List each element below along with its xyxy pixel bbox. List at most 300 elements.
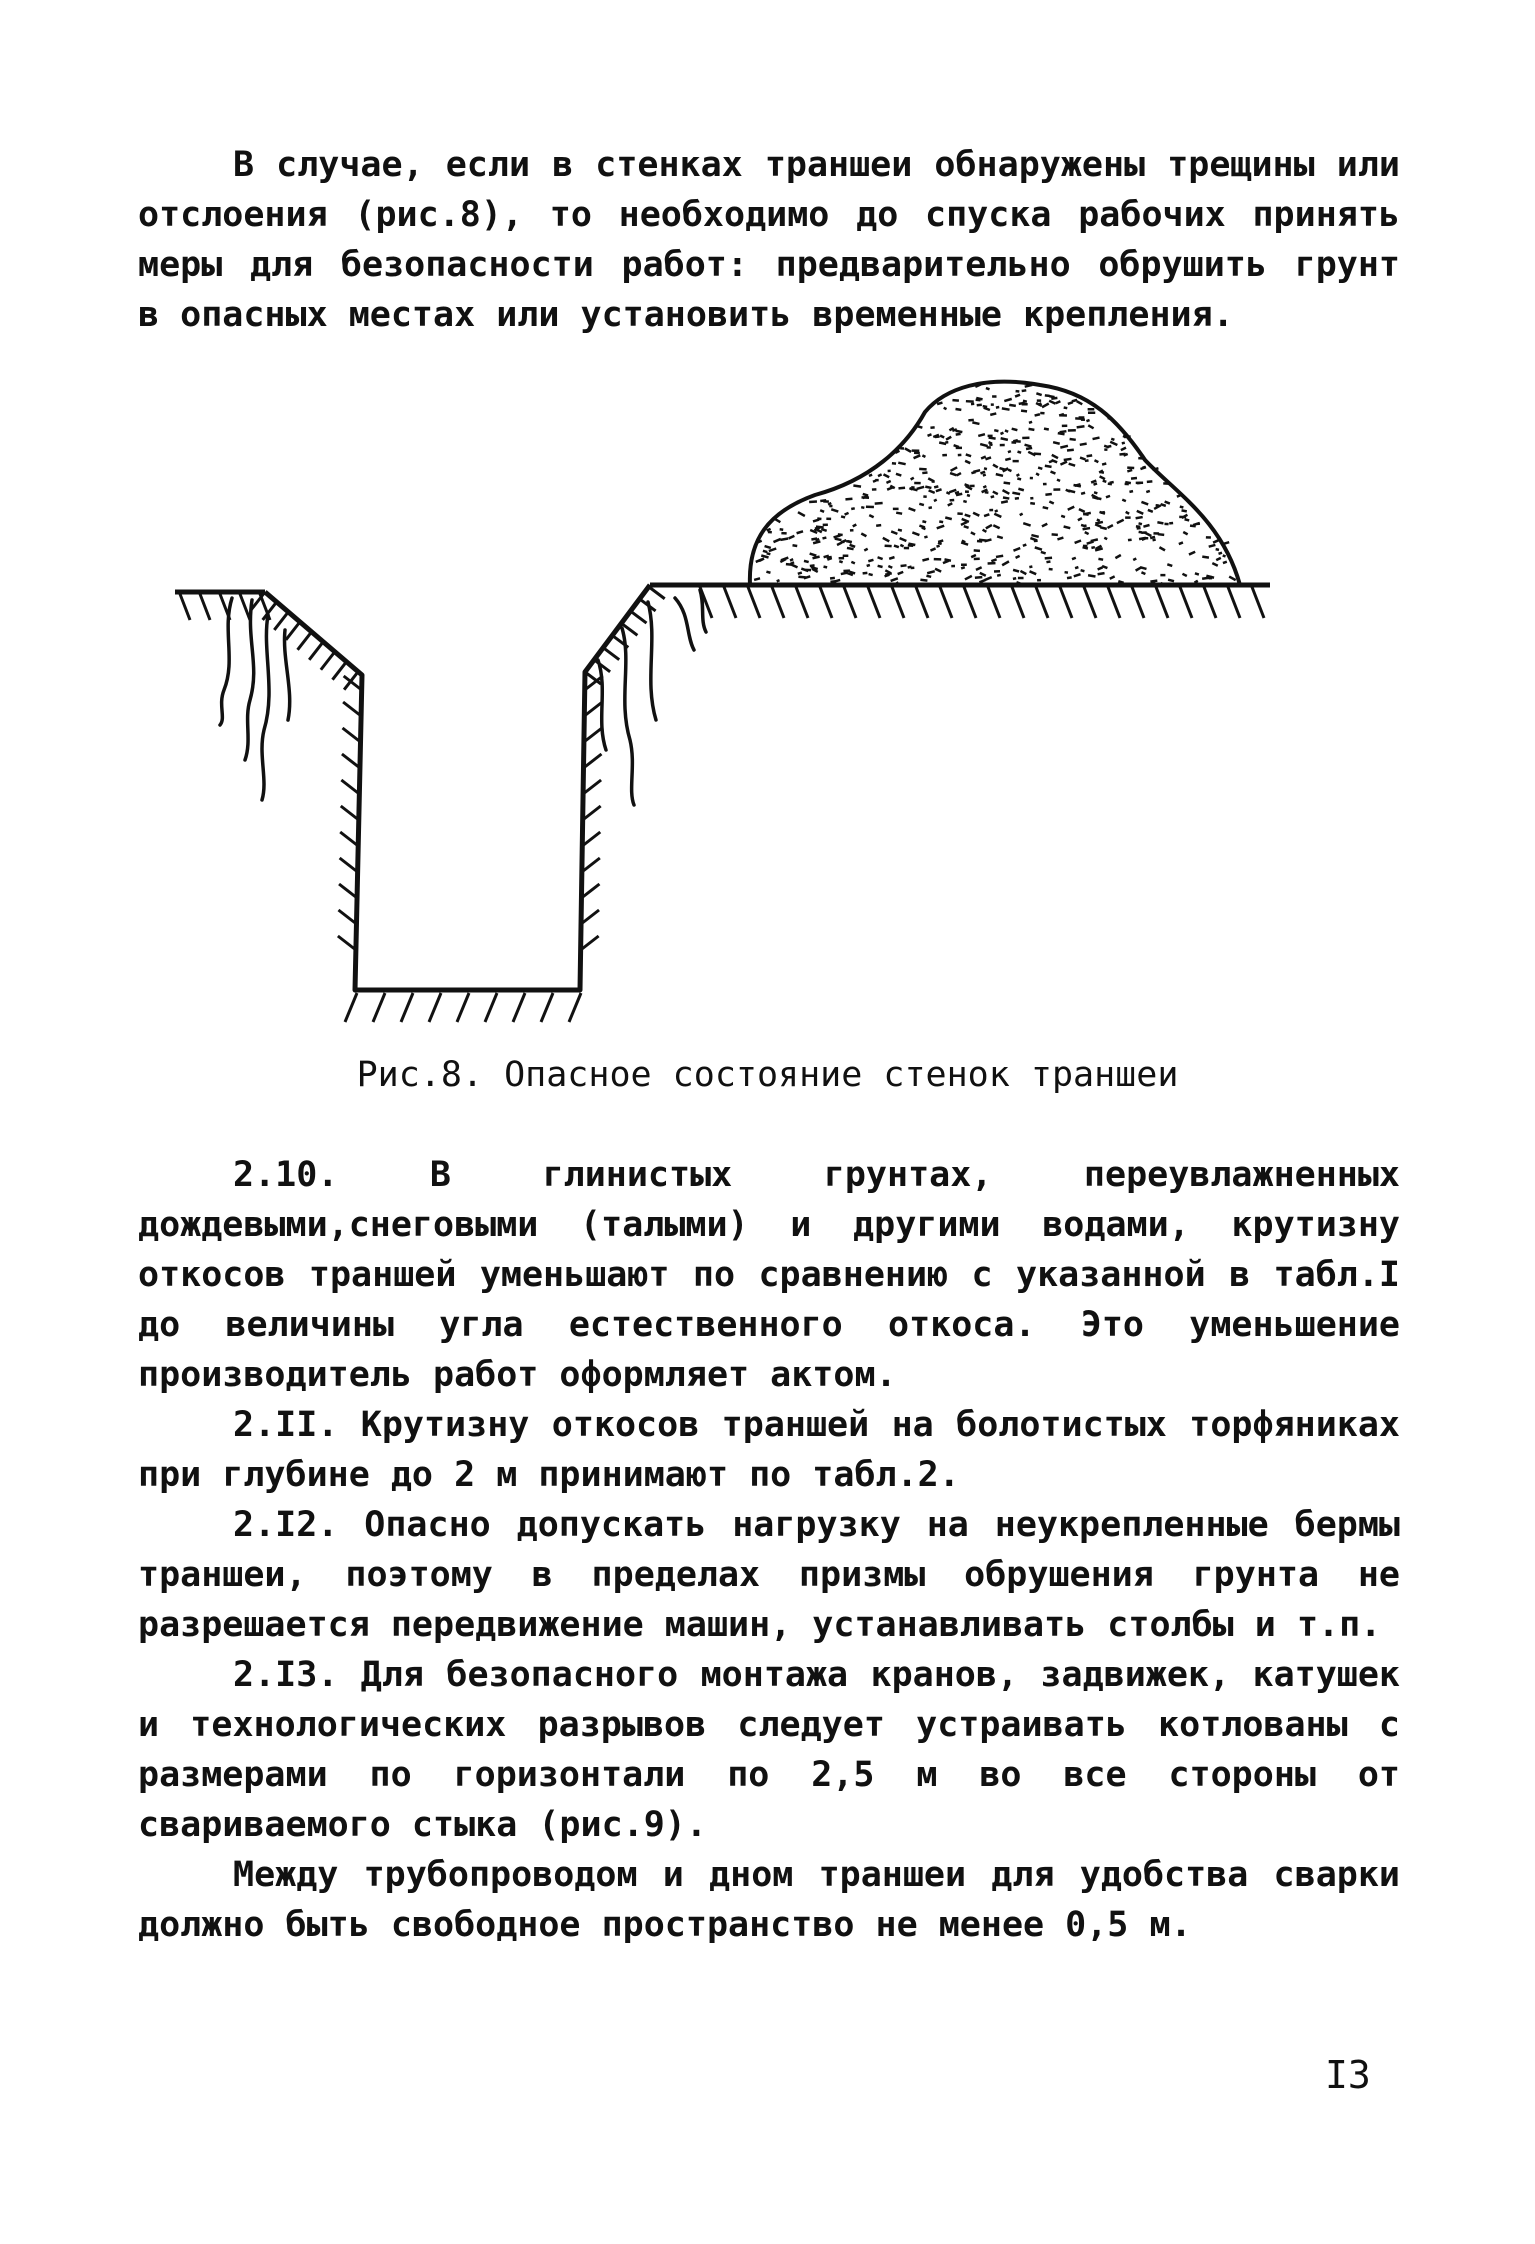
stipple-dot — [809, 500, 817, 503]
stipple-dot — [1222, 554, 1226, 557]
stipple-dot — [1181, 509, 1187, 512]
stipple-dot — [943, 407, 947, 411]
hatch-stroke — [345, 993, 357, 1022]
stipple-dot — [980, 443, 988, 447]
stipple-dot — [790, 558, 794, 562]
stipple-dot — [1004, 398, 1012, 403]
stipple-dot — [950, 466, 958, 472]
hatch-stroke — [1012, 587, 1024, 618]
spoil-heap-stipple — [754, 383, 1236, 586]
stipple-dot — [997, 535, 1003, 539]
stipple-dot — [1053, 441, 1060, 445]
stipple-dot — [924, 535, 928, 538]
stipple-dot — [1169, 522, 1173, 525]
stipple-dot — [1000, 437, 1008, 441]
stipple-dot — [1081, 492, 1086, 496]
stipple-dot — [768, 531, 772, 534]
hatch-stroke — [631, 611, 647, 623]
hatch-stroke — [569, 993, 581, 1022]
stipple-dot — [1076, 425, 1084, 429]
stipple-dot — [1086, 454, 1092, 457]
stipple-dot — [1003, 481, 1010, 484]
stipple-dot — [779, 528, 783, 531]
stipple-dot — [868, 474, 872, 478]
stipple-dot — [940, 434, 945, 438]
stipple-dot — [936, 524, 944, 529]
hatch-stroke — [338, 936, 356, 950]
stipple-dot — [844, 512, 849, 516]
stipple-dot — [977, 403, 982, 406]
stipple-dot — [904, 547, 909, 550]
stipple-dot — [1037, 399, 1041, 402]
hatch-stroke — [796, 587, 808, 618]
stipple-dot — [1022, 543, 1026, 547]
stipple-dot — [1034, 540, 1038, 543]
stipple-dot — [992, 464, 998, 469]
stipple-dot — [888, 470, 891, 473]
stipple-dot — [984, 467, 988, 470]
stipple-dot — [984, 538, 992, 542]
stipple-dot — [877, 556, 883, 560]
stipple-dot — [1141, 571, 1146, 575]
stipple-dot — [1045, 465, 1052, 469]
ground-hatching-left — [180, 594, 270, 620]
stipple-dot — [993, 524, 1000, 529]
hatch-stroke — [298, 632, 312, 650]
stipple-dot — [1029, 570, 1037, 575]
stipple-dot — [908, 507, 916, 512]
stipple-dot — [1035, 402, 1042, 407]
stipple-dot — [1029, 565, 1033, 568]
stipple-dot — [1041, 551, 1047, 555]
stipple-dot — [893, 508, 899, 511]
stipple-dot — [1019, 512, 1023, 516]
stipple-dot — [1026, 447, 1033, 451]
stipple-dot — [983, 485, 987, 489]
stipple-dot — [1055, 400, 1061, 404]
hatch-stroke — [940, 587, 952, 618]
stipple-dot — [1075, 417, 1082, 420]
stipple-dot — [900, 544, 904, 548]
hatch-stroke — [1252, 587, 1264, 618]
stipple-dot — [1075, 566, 1079, 569]
stipple-dot — [843, 554, 849, 557]
stipple-dot — [1115, 554, 1122, 559]
stipple-dot — [1157, 521, 1163, 525]
stipple-dot — [974, 549, 980, 552]
stipple-dot — [919, 503, 924, 507]
stipple-dot — [1104, 445, 1110, 449]
stipple-dot — [1179, 516, 1186, 519]
stipple-dot — [1086, 419, 1090, 423]
stipple-dot — [1137, 527, 1141, 530]
stipple-dot — [967, 494, 971, 497]
stipple-dot — [971, 403, 974, 406]
stipple-dot — [846, 540, 852, 543]
stipple-dot — [1088, 574, 1096, 578]
stipple-dot — [1029, 421, 1033, 424]
stipple-dot — [920, 579, 927, 582]
stipple-dot — [1059, 430, 1066, 434]
stipple-dot — [1109, 481, 1114, 484]
stipple-dot — [933, 498, 937, 502]
stipple-dot — [797, 511, 805, 517]
stipple-dot — [1036, 392, 1042, 396]
stipple-dot — [1133, 557, 1137, 561]
stipple-dot — [830, 577, 835, 580]
hatch-stroke — [373, 993, 385, 1022]
hatch-stroke — [200, 594, 210, 620]
hatch-stroke — [340, 858, 358, 872]
stipple-dot — [853, 484, 861, 488]
hatch-stroke — [180, 594, 190, 620]
stipple-dot — [764, 545, 771, 549]
hatch-stroke — [603, 648, 619, 660]
stipple-dot — [1168, 578, 1175, 582]
stipple-dot — [945, 436, 951, 441]
stipple-dot — [1102, 480, 1106, 483]
stipple-dot — [1080, 569, 1084, 572]
stipple-dot — [1063, 525, 1070, 529]
stipple-dot — [934, 485, 939, 488]
hatch-stroke — [868, 587, 880, 618]
stipple-dot — [968, 419, 974, 422]
stipple-dot — [1060, 445, 1068, 449]
stipple-dot — [788, 535, 795, 540]
stipple-dot — [1141, 501, 1149, 506]
stipple-dot — [1164, 500, 1170, 504]
stipple-dot — [965, 460, 971, 465]
hatch-stroke — [339, 884, 357, 898]
stipple-dot — [1120, 447, 1126, 452]
figure-caption: Рис.8. Опасное состояние стенок траншеи — [356, 1055, 1179, 1095]
stipple-dot — [1098, 558, 1103, 561]
stipple-dot — [1074, 539, 1081, 544]
stipple-dot — [898, 528, 903, 531]
stipple-dot — [1013, 569, 1020, 573]
stipple-dot — [922, 454, 926, 458]
stipple-dot — [1081, 524, 1085, 527]
stipple-dot — [861, 496, 869, 499]
stipple-dot — [922, 520, 926, 523]
stipple-dot — [1002, 489, 1010, 495]
hatch-stroke — [321, 652, 335, 670]
stipple-dot — [1212, 562, 1219, 567]
stipple-dot — [1104, 537, 1108, 541]
stipple-dot — [935, 435, 940, 438]
stipple-dot — [1213, 539, 1220, 544]
stipple-dot — [1141, 531, 1146, 534]
stipple-dot — [1067, 401, 1073, 405]
stipple-dot — [988, 436, 995, 440]
stipple-dot — [1045, 493, 1052, 496]
stipple-dot — [978, 433, 985, 437]
stipple-dot — [1086, 540, 1094, 544]
stipple-dot — [1034, 546, 1042, 551]
stipple-dot — [839, 557, 845, 560]
hatch-stroke — [401, 993, 413, 1022]
stipple-dot — [876, 524, 881, 527]
stipple-dot — [1128, 538, 1132, 541]
hatch-stroke — [1036, 587, 1048, 618]
stipple-dot — [877, 473, 882, 477]
stipple-dot — [1043, 483, 1047, 486]
stipple-dot — [994, 429, 999, 432]
stipple-dot — [961, 563, 967, 566]
stipple-dot — [1202, 555, 1209, 558]
stipple-dot — [1158, 533, 1165, 536]
stipple-dot — [1041, 402, 1049, 408]
paragraph-final: Между трубопроводом и дном траншеи для удобства сварки должно быть свободное пространство не менее 0,5 м. — [138, 1855, 1400, 1945]
stipple-dot — [945, 516, 952, 520]
stipple-dot — [875, 502, 883, 505]
stipple-dot — [831, 508, 839, 513]
stipple-dot — [1022, 389, 1027, 392]
stipple-dot — [1216, 557, 1222, 562]
stipple-dot — [974, 558, 980, 561]
stipple-dot — [1167, 563, 1173, 567]
stipple-dot — [996, 406, 1000, 409]
stipple-dot — [1023, 522, 1031, 527]
stipple-dot — [1013, 577, 1017, 580]
stipple-dot — [973, 512, 980, 517]
stipple-dot — [1037, 579, 1041, 582]
stipple-dot — [926, 575, 931, 578]
stipple-dot — [1015, 555, 1020, 559]
stipple-dot — [1035, 472, 1039, 476]
stipple-dot — [869, 514, 875, 518]
stipple-dot — [1084, 531, 1089, 535]
hatch-stroke — [1156, 587, 1168, 618]
stipple-dot — [890, 577, 898, 582]
stipple-dot — [1064, 571, 1068, 574]
stipple-dot — [963, 525, 969, 529]
stipple-dot — [911, 566, 915, 569]
stipple-dot — [861, 532, 867, 537]
stipple-dot — [975, 566, 982, 571]
stipple-dot — [1068, 462, 1075, 466]
stipple-dot — [1098, 497, 1102, 500]
stipple-dot — [1021, 409, 1027, 412]
stipple-dot — [1051, 454, 1058, 459]
stipple-dot — [1018, 577, 1024, 580]
stipple-dot — [1152, 538, 1156, 541]
stipple-dot — [912, 531, 920, 536]
stipple-dot — [804, 560, 809, 564]
stipple-dot — [1159, 546, 1166, 551]
hatch-stroke — [581, 910, 599, 924]
stipple-dot — [975, 576, 983, 579]
stipple-dot — [892, 462, 896, 465]
stipple-dot — [988, 562, 996, 565]
stipple-dot — [851, 561, 856, 565]
stipple-dot — [1018, 488, 1024, 492]
hatch-stroke — [429, 993, 441, 1022]
stipple-dot — [888, 565, 893, 569]
stipple-dot — [1049, 395, 1055, 398]
stipple-dot — [1030, 502, 1035, 505]
stipple-dot — [1129, 490, 1133, 493]
stipple-dot — [1109, 575, 1115, 580]
stipple-dot — [970, 485, 975, 488]
stipple-dot — [877, 565, 883, 569]
paragraph-intro: В случае, если в стенках траншеи обнаружены трещины или отслоения (рис.8), то необходимо до спуска рабочих принять меры для безопасности работ: предварительно обрушить грунт в опасных местах или установить временные крепления. — [138, 145, 1400, 335]
stipple-dot — [1206, 536, 1211, 539]
stipple-dot — [913, 454, 921, 459]
stipple-dot — [928, 489, 935, 494]
stipple-dot — [1127, 466, 1134, 469]
stipple-dot — [899, 537, 907, 542]
stipple-dot — [989, 509, 993, 512]
stipple-dot — [868, 559, 874, 563]
stipple-dot — [1208, 544, 1215, 548]
stipple-dot — [996, 473, 1004, 477]
stipple-dot — [1125, 511, 1130, 515]
stipple-dot — [1143, 524, 1150, 528]
stipple-dot — [984, 513, 990, 517]
stipple-dot — [1001, 500, 1008, 504]
stipple-dot — [927, 570, 935, 574]
stipple-dot — [982, 473, 986, 476]
stipple-dot — [780, 537, 788, 541]
stipple-dot — [939, 520, 943, 523]
hatch-stroke — [582, 858, 600, 872]
stipple-dot — [984, 576, 992, 581]
stipple-dot — [1067, 449, 1074, 452]
stipple-dot — [991, 558, 997, 562]
stipple-dot — [1102, 462, 1107, 465]
hatch-stroke — [584, 702, 602, 716]
stipple-dot — [934, 558, 942, 561]
stipple-dot — [1215, 548, 1219, 551]
stipple-dot — [1017, 477, 1021, 480]
stipple-dot — [996, 555, 1004, 559]
stipple-dot — [1122, 498, 1127, 502]
stipple-dot — [985, 491, 989, 494]
paragraph-2-11: 2.II. Крутизну откосов траншей на болотистых торфяниках при глубине до 2 м принимают по табл.2. — [138, 1405, 1400, 1495]
ground-hatching-right — [700, 587, 1264, 618]
stipple-dot — [956, 433, 961, 436]
stipple-dot — [1183, 531, 1189, 536]
stipple-dot — [755, 558, 762, 563]
stipple-dot — [1088, 424, 1095, 429]
stipple-dot — [781, 532, 786, 535]
stipple-dot — [1080, 442, 1087, 446]
hatch-stroke — [274, 612, 288, 630]
stipple-dot — [971, 554, 977, 558]
stipple-dot — [1147, 480, 1153, 483]
stipple-dot — [836, 541, 842, 546]
hatch-stroke — [343, 728, 361, 742]
stipple-dot — [994, 513, 1002, 518]
paragraph-2-10: 2.10. В глинистых грунтах, переувлажненных дождевыми,снеговыми (талыми) и другими водами, крутизну откосов траншей уменьшают по сравнению с указанной в табл.I до величины угла естественного откоса. Это уменьшение производитель работ оформляет актом. — [138, 1155, 1400, 1395]
stipple-dot — [1011, 427, 1017, 431]
stipple-dot — [1042, 506, 1048, 510]
stipple-dot — [955, 408, 961, 411]
stipple-dot — [919, 468, 927, 471]
stipple-dot — [1030, 477, 1033, 480]
stipple-dot — [1000, 444, 1005, 447]
stipple-dot — [1106, 495, 1111, 499]
stipple-dot — [950, 472, 957, 477]
hatch-stroke — [581, 936, 599, 950]
stipple-dot — [1140, 566, 1147, 570]
stipple-dot — [952, 399, 959, 402]
stipple-dot — [951, 565, 955, 568]
stipple-dot — [851, 507, 855, 510]
stipple-dot — [1136, 510, 1144, 515]
trench-bottom-hatching — [345, 993, 581, 1022]
stipple-dot — [1107, 524, 1114, 529]
stipple-dot — [910, 477, 914, 481]
stipple-dot — [1028, 428, 1034, 431]
hatch-stroke — [1084, 587, 1096, 618]
stipple-dot — [868, 573, 873, 576]
stipple-dot — [889, 556, 895, 560]
stipple-dot — [1068, 429, 1076, 432]
stipple-dot — [928, 506, 932, 509]
stipple-dot — [965, 490, 969, 493]
stipple-dot — [1034, 413, 1040, 417]
stipple-dot — [1044, 427, 1049, 430]
stipple-dot — [994, 509, 998, 513]
stipple-dot — [935, 488, 941, 492]
stipple-dot — [776, 579, 780, 582]
stipple-dot — [1073, 573, 1081, 577]
stipple-dot — [1061, 515, 1066, 519]
stipple-dot — [796, 530, 803, 534]
stipple-dot — [966, 400, 974, 403]
stipple-dot — [992, 395, 996, 398]
hatch-stroke — [583, 806, 601, 820]
stipple-dot — [904, 447, 911, 453]
hatch-stroke — [341, 780, 359, 794]
stipple-dot — [1229, 575, 1237, 581]
stipple-dot — [1045, 556, 1053, 559]
hatch-stroke — [340, 832, 358, 846]
hatch-stroke — [916, 587, 928, 618]
stipple-dot — [1077, 517, 1082, 521]
stipple-dot — [1064, 458, 1072, 462]
stipple-dot — [900, 447, 904, 450]
stipple-dot — [1164, 523, 1168, 526]
hatch-stroke — [338, 910, 356, 924]
stipple-dot — [761, 554, 769, 558]
stipple-dot — [985, 524, 992, 530]
stipple-dot — [1004, 429, 1008, 433]
stipple-dot — [1009, 404, 1016, 408]
hatch-stroke — [649, 587, 665, 599]
stipple-dot — [1067, 576, 1072, 579]
stipple-dot — [961, 566, 965, 570]
stipple-dot — [1094, 491, 1098, 494]
stipple-dot — [1138, 457, 1144, 460]
page-number: I3 — [1325, 2053, 1371, 2097]
hatch-stroke — [1204, 587, 1216, 618]
stipple-dot — [1049, 568, 1053, 571]
stipple-dot — [1040, 412, 1044, 415]
stipple-dot — [922, 471, 927, 474]
stipple-dot — [950, 499, 955, 502]
stipple-dot — [820, 509, 825, 513]
stipple-dot — [914, 482, 921, 485]
stipple-dot — [898, 486, 905, 489]
stipple-dot — [1147, 509, 1153, 513]
hatch-stroke — [583, 754, 601, 768]
stipple-dot — [766, 570, 771, 574]
stipple-dot — [935, 568, 942, 573]
stipple-dot — [775, 518, 781, 523]
